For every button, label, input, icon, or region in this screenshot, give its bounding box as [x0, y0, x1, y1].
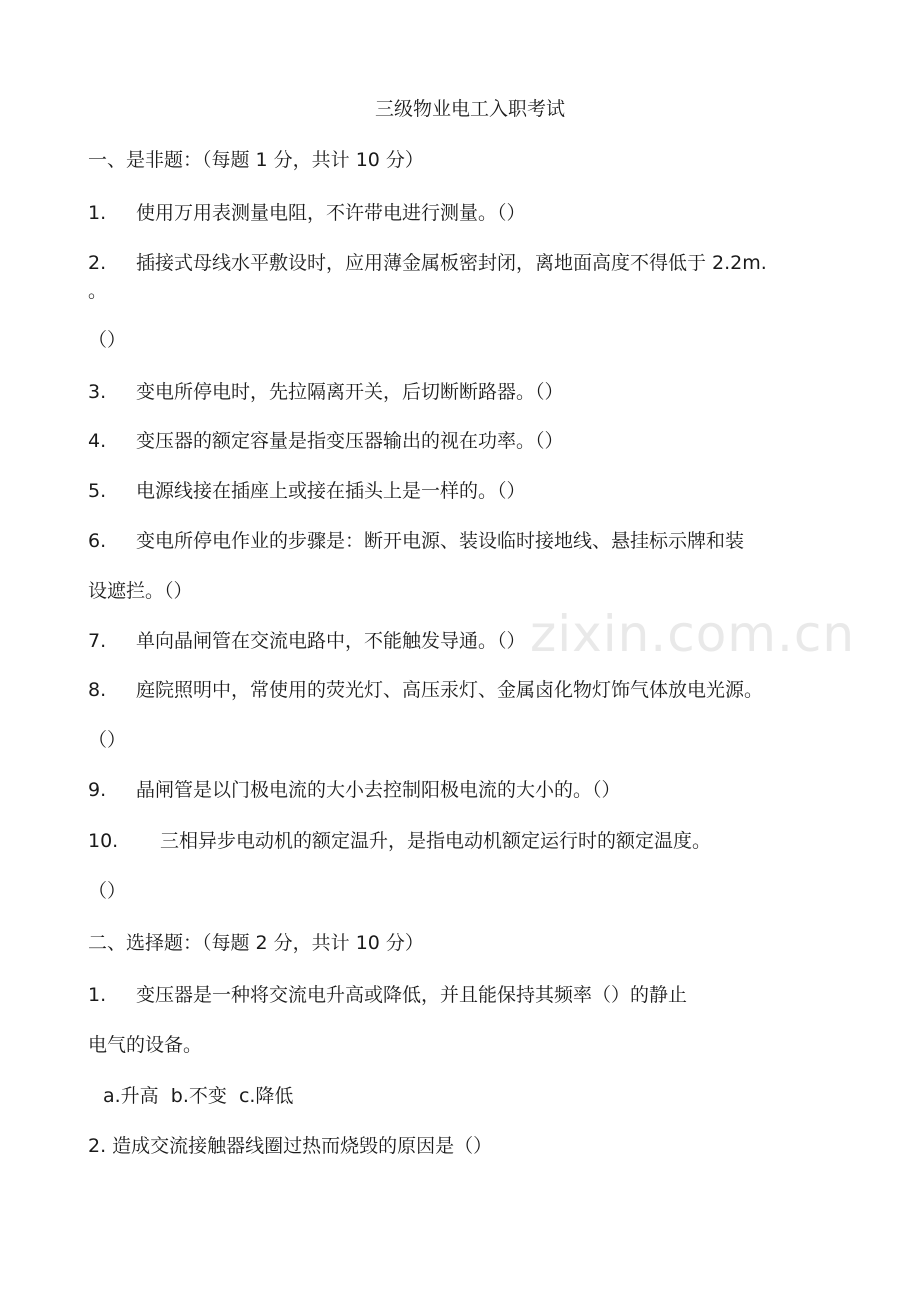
question-number: 2. [88, 252, 107, 274]
question-7 [88, 628, 526, 654]
question-number: 7. [88, 630, 107, 652]
question-text: 晶闸管是以门极电流的大小去控制阳极电流的大小的。（） [136, 779, 621, 801]
question-text: 庭院照明中，常使用的荧光灯、高压汞灯、金属卤化物灯饰气体放电光源。 [136, 679, 764, 701]
question-10-continuation: （） [88, 880, 127, 902]
choice-question-2: 2. 造成交流接触器线圈过热而烧毁的原因是（） [88, 1135, 493, 1157]
question-number: 3. [88, 381, 107, 403]
question-10 [88, 828, 711, 854]
question-number: 5. [88, 480, 107, 502]
question-number: 9. [88, 779, 107, 801]
question-number: 10. [88, 830, 119, 852]
question-9 [88, 777, 621, 803]
question-text: 变压器是一种将交流电升高或降低，并且能保持其频率（）的静止 [136, 984, 688, 1006]
question-text: 变电所停电时，先拉隔离开关，后切断断路器。（） [136, 381, 564, 403]
question-number: 6. [88, 530, 107, 552]
question-number: 8. [88, 679, 107, 701]
watermark: zixin.com.cn [530, 605, 856, 663]
question-number: 4. [88, 430, 107, 452]
question-text: 单向晶闸管在交流电路中，不能触发导通。（） [136, 630, 526, 652]
section1-heading: 一、是非题：（每题 1 分，共计 10 分） [88, 149, 424, 171]
question-2-continuation: 。 [88, 280, 108, 302]
question-text: 三相异步电动机的额定温升，是指电动机额定运行时的额定温度。 [160, 830, 712, 852]
choice-question-1-continuation: 电气的设备。 [88, 1034, 203, 1056]
question-text: 使用万用表测量电阻，不许带电进行测量。（） [136, 202, 526, 224]
question-3 [88, 379, 564, 405]
question-6-continuation: 设遮拦。（） [88, 580, 193, 602]
question-2 [88, 250, 767, 276]
question-1 [88, 200, 526, 226]
question-8-continuation: （） [88, 729, 127, 751]
question-text: 变电所停电作业的步骤是：断开电源、装设临时接地线、悬挂标示牌和装 [136, 530, 745, 552]
question-4 [88, 428, 564, 454]
question-2-answer-blank: （） [88, 329, 127, 351]
choice-question-1 [88, 982, 687, 1008]
question-6 [88, 528, 744, 554]
question-text: 插接式母线水平敷设时，应用薄金属板密封闭，离地面高度不得低于 2.2m. [136, 252, 767, 274]
question-text: 电源线接在插座上或接在插头上是一样的。（） [136, 480, 526, 502]
question-5 [88, 478, 526, 504]
question-number: 1. [88, 984, 107, 1006]
choice-question-1-options: a.升高 b.不变 c.降低 [103, 1085, 294, 1107]
question-number: 1. [88, 202, 107, 224]
page-title: 三级物业电工入职考试 [374, 98, 565, 120]
question-8 [88, 677, 763, 703]
question-text: 变压器的额定容量是指变压器输出的视在功率。（） [136, 430, 564, 452]
section2-heading: 二、选择题：（每题 2 分，共计 10 分） [88, 932, 424, 954]
